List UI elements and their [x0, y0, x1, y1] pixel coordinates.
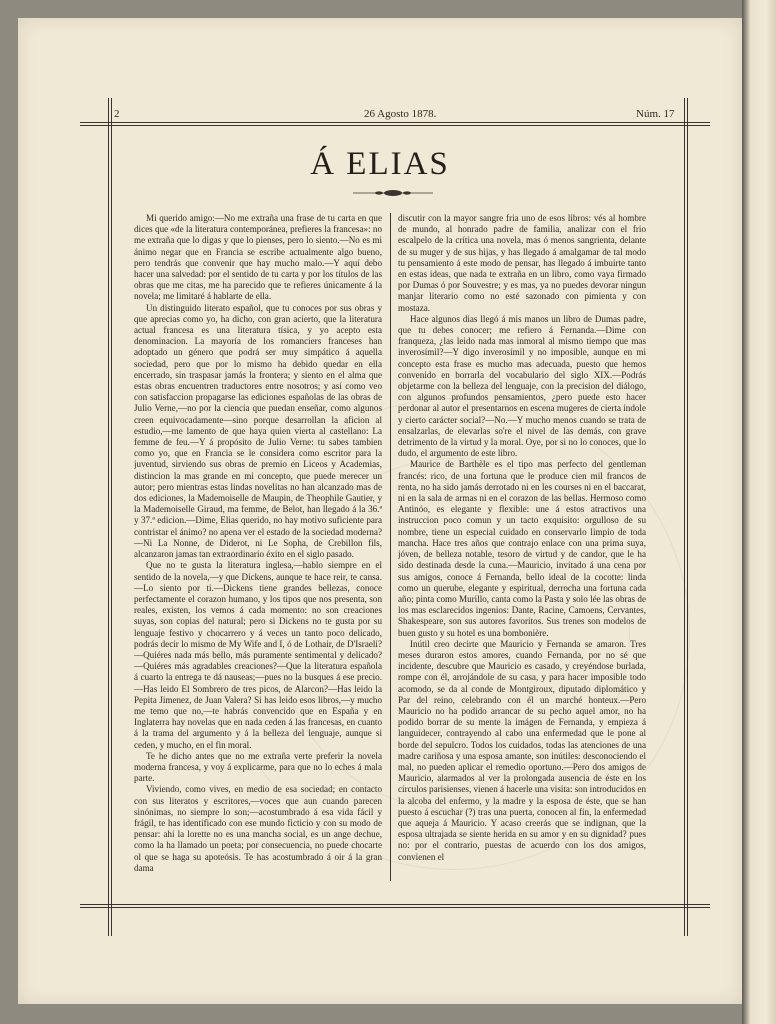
- newspaper-page: [18, 18, 742, 1004]
- left-border-rule: [111, 98, 112, 936]
- paragraph: discutir con la mayor sangre fria uno de esos libros: vés al hombre de mundo, al honrado padre de familia, analizar con el frio escalpelo de la crítica una novela, mas ó menos sangrienta, delante de su muger y de sus hijas, y has llegado á amalgamar de tal modo tu pensamiento á este modo de pensar, has llegado á imbuirte tanto en estas ideas, que nada te extraña en un libro, como vaya firmado por Dumas ó por Souvestre; y es mas, ya no puedes devorar ningun manjar literario como no esté sazonado con pimienta y con mostaza.: [398, 213, 646, 313]
- page-number: 2: [114, 108, 120, 120]
- paragraph: Te he dicho antes que no me extraña verte preferir la novela moderna francesa, y voy á explicarme, para que no lo eches á mala parte.: [134, 750, 382, 784]
- article-left-column: [134, 213, 382, 893]
- paragraph: Mi querido amigo:—No me extraña una frase de tu carta en que dices que «de la literatura contemporánea, prefieres la francesa»: no me extraña que lo digas y que lo pienses, pero lo siento.—No es mi ánimo negar que en Francia se escribe actualmente algo bueno, pero tendrás que convenir que hay mucho malo.—Y aquí debo hacer una salvedad: por el sentido de tu carta y por los títulos de las obras que me citas, me ha parecido que te refieres únicamente á la novela; me limitaré á hablarte de ella.: [134, 213, 382, 302]
- footer-rule: [80, 904, 710, 905]
- header-rule: [80, 122, 710, 123]
- paragraph: Inútil creo decirte que Mauricio y Fernanda se amaron. Tres meses duraron estos amores, cuando Fernanda, por no sé que incidente, descubre que Mauricio es casado, y creyéndose burlada, rompe con él, arrojándole de su casa, y para hacer imposible todo acomodo, se da al conde de Montgiroux, diputado diplomático y Par del reino, celebrando con él un marché honteux.—Pero Mauricio no ha podido arrancar de su pecho aquel amor, no ha podido borrar de su mente la imágen de Fernanda, y empieza á languidecer, contrayendo al cabo una enfermedad que le pone al borde del sepulcro. Todos los cuidados, todas las atenciones de una madre cariñosa y una esposa amante, son inútiles: desconociendo el mal, no pueden aplicar el remedio oportuno.—Pero dos amigos de Mauricio, alarmados al ver la prolongada ausencia de éste en los círculos parisienses, vienen á hacerle una visita: son introducidos en la alcoba del enfermo, y la madre y la esposa de éste, que se han puesto á escuchar (?) tras una puerta, conocen al fin, la enfermedad que aqueja á Mauricio. Y acaso creerás que se indignan, que la esposa ultrajada se siente herida en su amor y en su dignidad? pues no: por el contrario, puestas de acuerdo con los dos amigos, convienen el: [398, 638, 646, 862]
- article-right-column: [398, 213, 646, 893]
- adjacent-page-edge: [742, 0, 776, 1024]
- issue-number: Núm. 17: [636, 108, 675, 120]
- right-border-rule: [687, 98, 688, 936]
- paragraph: Maurice de Barthèle es el tipo mas perfecto del gentleman francés: rico, de una fortuna que le produce cien mil francos de renta, no ha sido jamás derrotado ni en les courses ni en el baccarat, ni en la sala de armas ni en el corazon de las bellas. Hermoso como Antinóo, es elegante y flexible: une á estos atractivos una instruccion poco comun y un tacto exquisito: orgulloso de su nombre, tiene un especial cuidado en conservarlo limpio de toda mancha. Hace tres años que contrajo enlace con una prima suya, jóven, de belleza notable, tesoro de virtud y de candor, que le ha sido destinada desde la cuna.—Mauricio, invitado á una cena por sus amigos, conoce á Fernanda, bello ideal de la cocotte: linda como un querube, elegante y espiritual, derrocha una fortuna cada año; pinta como Murillo, canta como la Pasta y solo lée las obras de los mas esclarecidos ingenios: Dante, Racine, Camoens, Cervantes, Shakespeare, son sus autores favoritos. Sus trenes son modelos de buen gusto y su hotel es una bombonière.: [398, 459, 646, 638]
- left-border-rule: [108, 98, 109, 936]
- paragraph: Que no te gusta la literatura inglesa,—hablo siempre en el sentido de la novela,—y que Dickens, aunque te hace reir, te cansa.—Lo siento por ti.—Dickens tiene grandes bellezas, conoce perfectamente el corazon humano, y los tipos que nos presenta, son reales, existen, los vemos á cada momento: no son creaciones suyas, son copias del natural; pero si Dickens no te gusta por su lenguaje festivo y chocarrero y á veces un tanto poco delicado, podrás decir lo mismo de My Wife and I, ó de Lothair, de D'Israeli?—Quiéres nada más bello, más puramente sentimental y delicado?—Quiéres más agradables creaciones?—Que la literatura española á cuarto la entrega te dá nauseas;—pues no la busques á ese precio.—Has leido El Sombrero de tres picos, de Alarcon?—Has leido la Pepita Jimenez, de Juan Valera? Si has leido esos libros,—y mucho me temo que no,—te habrás convencido que en España y en Inglaterra hay novelas que en nada ceden á las francesas, en cuanto á la trama del argumento y á la belleza del lenguaje, aunque si ceden, y mucho, en el fin moral.: [134, 560, 382, 750]
- paragraph: Hace algunos dias llegó á mis manos un libro de Dumas padre, que tu debes conocer; me refiero á Fernanda.—Dime con franqueza, ¿las leido nada mas inmoral al mismo tiempo que mas inverosímil?—Y digo inverosímil y no imposible, aunque en mi concepto esta frase es mucho mas adecuada, puesto que hemos convenido en borrarla del vocabulario del siglo XIX.—Podrás objetarme con la belleza del lenguaje, con la precision del diálogo, con algunos profundos pensamientos, ¿pero puede esto hacer perdonar al autor el presentarnos en escena mugeres de cierta índole y cierto carácter social?—No.—Y mucho menos cuando se trata de ensalzarlas, de elevarlas so're el nivel de las demás, con grave detrimento de la virtud y la moral. Oye, por si no lo conoces, que lo dudo, el argumento de este libro.: [398, 313, 646, 459]
- footer-rule: [80, 907, 710, 908]
- paragraph: Viviendo, como vives, en medio de esa sociedad; en contacto con sus literatos y escritores,—voces que aun cuando parecen sinónimas, no siempre lo son;—acostumbrado á esa vida fácil y frágil, te has identificado con ese mundo ficticio y con su modo de pensar: ahí la lorette no es una mancha social, es un ange dechue, como la ha llamado un poeta; por consecuencia, no puede chocarte ol que se haga su apoteósis. Te has acostumbrado á oir á la gran dama: [134, 784, 382, 873]
- right-border-rule: [684, 98, 685, 936]
- issue-date: 26 Agosto 1878.: [364, 108, 437, 120]
- article-title: Á ELIAS: [310, 146, 450, 182]
- paragraph: Un distinguido literato español, que tu conoces por sus obras y que aprecias como yo, ha dicho, con gran acierto, que la literatura actual francesa es una literatura tísica, y yo acepto esta denominacion. La mayoría de los romanciers franceses han adoptado un género que podrá ser muy simpático á aquella sociedad, pero que por lo mismo ha debido quedar en ella encerrado, sin traspasar jamás la frontera; y siento en el alma que estas obras encuentren traductores entre nosotros; y así como veo con satisfaccion propagarse las ediciones españolas de las obras de Julio Verne,—no por la ciencia que puedan enseñar, como algunos creen equivocadamente—sino porque desarrollan la aficion al estudio,—me lamento de que haya quien vierta al castellano: La femme de feu.—Y á propósito de Julio Verne: tu sabes tambien como yo, que en Francia se le considera como escritor para la juventud, sirviendo sus obras de premio en Liceos y Academias, distincion la mas grande en mi concepto, que puede merecer un autor; pero mientras estas lindas novelitas no han alcanzado mas de dos ediciones, la Mademoiselle de Maupin, de Theophile Gautier, y la Mademoiselle Giraud, ma femme, de Belot, han llegado á la 36.ª y 37.ª edicion.—Dime, Elias querido, no hay motivo suficiente para contristar el ánimo? no apena ver el estado de la sociedad moderna?—Ni La Nonne, de Diderot, ni Le Sopha, de Crebillon fils, alcanzaron jamas tan extraordinario éxito en el siglo pasado.: [134, 302, 382, 560]
- title-ornament-icon: [353, 188, 433, 198]
- column-divider: [390, 213, 391, 881]
- header-rule: [80, 125, 710, 126]
